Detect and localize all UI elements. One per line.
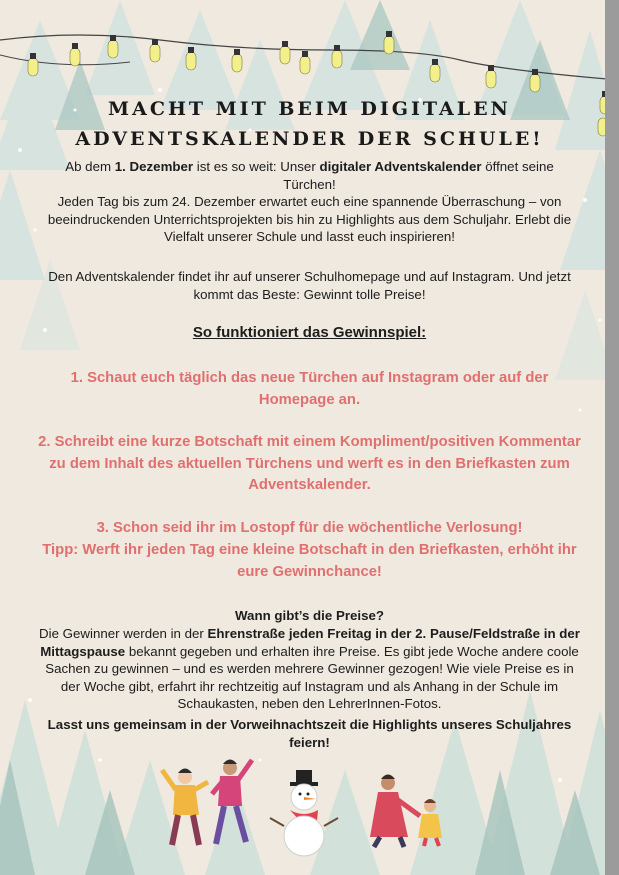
- contest-step-3: 3. Schon seid ihr im Lostopf für die wöchentliche Verlosung!: [96, 520, 523, 536]
- prizes-paragraph: [34, 625, 585, 713]
- intro-paragraph-3: Den Adventskalender findet ihr auf unserer Schulhomepage und auf Instagram. Und jetzt kommt das Beste: Gewinnt tolle Preise!: [48, 269, 571, 302]
- intro-text: öffnet seine Türchen!: [283, 159, 554, 192]
- prizes-heading: Wann gibt’s die Preise?: [235, 608, 384, 623]
- contest-step-2: 2. Schreibt eine kurze Botschaft mit einem Kompliment/positiven Kommentar zu dem Inhalt des aktuellen Türchens und werft es in den Briefkasten zum Adventskalender.: [38, 434, 581, 493]
- parent-and-child: [370, 775, 442, 848]
- intro-text: ist es so weit: Unser: [193, 159, 320, 174]
- contest-tip: Tipp: Werft ihr jeden Tag eine kleine Botschaft in den Briefkasten, erhöht ihr eure Gewinnchance!: [42, 542, 577, 580]
- closing-line: Lasst uns gemeinsam in der Vorweihnachtszeit die Highlights unseres Schuljahres feiern!: [47, 717, 572, 750]
- intro-paragraph-1: [38, 158, 581, 193]
- prizes-text: Die Gewinner werden in der: [39, 626, 208, 641]
- intro-date: 1. Dezember: [114, 159, 194, 174]
- intro-text: Ab dem: [65, 159, 115, 174]
- intro-calendar-name: digitaler Adventskalender: [319, 159, 482, 174]
- intro-paragraph-2: Jeden Tag bis zum 24. Dezember erwartet euch eine spannende Überraschung – von beeindruckenden Unterrichtsprojekten bis hin zu Highlights aus dem Schuljahr. Erlebt die Vielfalt unserer Schule und lasst euch inspirieren!: [47, 194, 572, 244]
- contest-step-1: 1. Schaut euch täglich das neue Türchen auf Instagram oder auf der Homepage an.: [70, 370, 549, 408]
- contest-heading: So funktioniert das Gewinnspiel:: [192, 324, 427, 341]
- prizes-schedule: Ehrenstraße jeden Freitag in der 2. Pause/Feldstraße in der Mittagspause: [40, 626, 580, 659]
- title-line-1: MACHT MIT BEIM DIGITALEN: [108, 98, 511, 120]
- page-edge: [605, 0, 619, 875]
- prizes-text: bekannt gegeben und erhalten ihre Preise. Es gibt jede Woche andere coole Sachen zu gewinnen – und es werden mehrere Gewinner gezogen! Wie viele Preise es in der Woche gibt, erfahrt ihr rechtzeitig auf Instagram und als Anhang in der Schule im Schaukasten, neben den LehrerInnen-Fotos.: [45, 643, 579, 711]
- title-line-2: ADVENTSKALENDER DER SCHULE!: [75, 128, 544, 150]
